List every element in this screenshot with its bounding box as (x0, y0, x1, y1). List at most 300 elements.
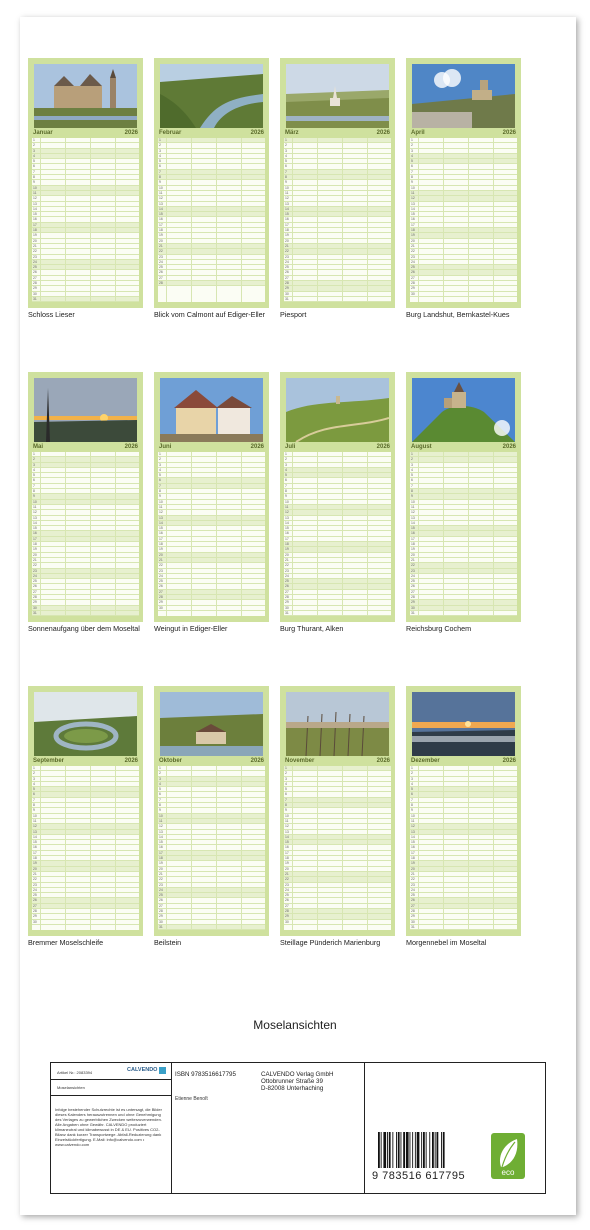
month-3 (280, 58, 395, 319)
month-year: 2026 (250, 444, 264, 450)
day-number: 24 (33, 259, 37, 264)
day-number: 18 (33, 856, 37, 861)
day-number: 30 (33, 291, 37, 296)
day-row (284, 920, 391, 925)
day-number: 8 (411, 803, 413, 808)
day-number: 8 (285, 175, 287, 180)
day-number: 2 (33, 457, 35, 462)
month-11 (280, 686, 395, 947)
day-number: 3 (285, 148, 287, 153)
day-number: 15 (159, 212, 163, 217)
day-number: 25 (159, 265, 163, 270)
month-caption: Schloss Lieser (28, 310, 75, 319)
day-number: 18 (285, 856, 289, 861)
day-grid (32, 138, 139, 302)
day-number: 22 (159, 877, 163, 882)
day-number: 1 (285, 766, 287, 770)
day-number: 19 (285, 547, 289, 552)
day-number: 28 (33, 595, 37, 600)
day-number: 26 (411, 270, 415, 275)
day-number: 2 (33, 143, 35, 148)
day-number: 17 (159, 850, 163, 855)
day-number: 29 (411, 600, 415, 605)
day-number: 16 (285, 845, 289, 850)
day-number: 18 (33, 228, 37, 233)
day-number: 2 (411, 143, 413, 148)
day-number: 9 (159, 494, 161, 499)
month-header (410, 130, 517, 138)
day-number: 24 (159, 887, 163, 892)
day-number: 10 (159, 499, 163, 504)
month-caption: Steillage Pünderich Marienburg (280, 938, 381, 947)
day-number: 4 (285, 153, 287, 158)
calvendo-logo: CALVENDO (127, 1067, 158, 1073)
day-number: 1 (285, 138, 287, 142)
day-number: 3 (285, 776, 287, 781)
month-9 (28, 686, 143, 947)
day-number: 29 (33, 286, 37, 291)
day-number: 17 (33, 536, 37, 541)
day-number: 26 (159, 270, 163, 275)
day-number: 4 (33, 153, 35, 158)
day-number: 10 (33, 499, 37, 504)
month-caption: Piesport (280, 310, 307, 319)
day-number: 20 (411, 552, 415, 557)
month-caption: Blick vom Calmont auf Ediger-Eller (154, 310, 266, 319)
day-grid (158, 452, 265, 616)
day-number: 19 (285, 861, 289, 866)
day-number: 10 (159, 813, 163, 818)
day-number: 5 (285, 787, 287, 792)
day-number: 5 (411, 787, 413, 792)
day-number: 8 (159, 803, 161, 808)
day-number: 18 (411, 228, 415, 233)
month-frame (280, 686, 395, 936)
day-number: 26 (159, 584, 163, 589)
day-number: 16 (159, 217, 163, 222)
day-number: 18 (33, 542, 37, 547)
month-name: Oktober (159, 758, 183, 764)
day-number: 1 (33, 138, 35, 142)
day-number: 8 (285, 489, 287, 494)
day-number: 15 (285, 840, 289, 845)
day-number: 6 (159, 792, 161, 797)
month-frame (28, 686, 143, 936)
day-number: 14 (159, 206, 163, 211)
day-number: 19 (411, 861, 415, 866)
day-number: 25 (285, 265, 289, 270)
month-frame (280, 58, 395, 308)
day-number: 3 (159, 776, 161, 781)
day-number: 28 (33, 909, 37, 914)
day-number: 4 (159, 467, 161, 472)
day-number: 2 (159, 143, 161, 148)
day-number: 22 (411, 877, 415, 882)
day-number: 4 (411, 153, 413, 158)
day-number: 7 (411, 483, 413, 488)
day-number: 5 (33, 159, 35, 164)
month-header (284, 130, 391, 138)
day-number: 29 (159, 600, 163, 605)
month-name: September (33, 758, 65, 764)
day-number: 15 (159, 526, 163, 531)
day-number: 20 (33, 866, 37, 871)
day-grid (410, 452, 517, 616)
day-number: 17 (285, 850, 289, 855)
month-5 (28, 372, 143, 633)
day-number: 30 (285, 605, 289, 610)
day-number: 1 (411, 138, 413, 142)
month-photo (160, 64, 263, 128)
month-year: 2026 (124, 130, 138, 136)
day-number: 22 (285, 877, 289, 882)
month-frame (154, 686, 269, 936)
day-number: 26 (411, 898, 415, 903)
day-number: 20 (33, 552, 37, 557)
day-number: 26 (285, 270, 289, 275)
month-caption: Bremmer Moselschleife (28, 938, 104, 947)
day-number: 9 (159, 808, 161, 813)
day-number: 2 (285, 143, 287, 148)
month-photo (34, 64, 137, 128)
day-number: 5 (285, 159, 287, 164)
day-number: 26 (159, 898, 163, 903)
day-number: 28 (411, 281, 415, 286)
day-number: 31 (285, 610, 289, 615)
day-number: 7 (33, 483, 35, 488)
day-number: 14 (285, 520, 289, 525)
day-number: 21 (285, 243, 289, 248)
day-number: 13 (411, 201, 415, 206)
day-number: 14 (411, 206, 415, 211)
day-number: 21 (285, 871, 289, 876)
month-name: April (411, 130, 425, 136)
footer-box (50, 1062, 546, 1194)
day-number: 21 (411, 243, 415, 248)
day-number: 8 (411, 175, 413, 180)
day-number: 23 (33, 254, 37, 259)
day-number: 25 (285, 893, 289, 898)
day-number: 28 (285, 595, 289, 600)
day-number: 16 (159, 845, 163, 850)
day-number: 4 (285, 467, 287, 472)
day-number: 22 (159, 249, 163, 254)
day-number: 23 (285, 568, 289, 573)
day-number: 13 (33, 829, 37, 834)
day-number: 11 (411, 504, 415, 509)
day-number: 13 (159, 201, 163, 206)
day-number: 14 (33, 834, 37, 839)
month-12 (406, 686, 521, 947)
day-number: 26 (285, 898, 289, 903)
day-number: 27 (33, 589, 37, 594)
day-number: 30 (411, 291, 415, 296)
day-number: 24 (411, 887, 415, 892)
day-number: 6 (33, 164, 35, 169)
month-year: 2026 (502, 130, 516, 136)
month-caption: Sonnenaufgang über dem Moseltal (28, 624, 140, 633)
day-number: 19 (159, 861, 163, 866)
day-row (158, 281, 265, 286)
month-name: Dezember (411, 758, 440, 764)
month-year: 2026 (376, 444, 390, 450)
day-number: 25 (33, 893, 37, 898)
day-number: 27 (159, 903, 163, 908)
day-number: 31 (411, 924, 415, 929)
month-header (158, 444, 265, 452)
day-number: 15 (33, 526, 37, 531)
day-number: 5 (159, 159, 161, 164)
month-photo (412, 692, 515, 756)
day-number: 17 (411, 850, 415, 855)
company-city: D-82008 Unterhaching (261, 1085, 324, 1092)
day-number: 23 (159, 254, 163, 259)
day-number: 25 (285, 579, 289, 584)
day-number: 29 (159, 914, 163, 919)
month-year: 2026 (124, 444, 138, 450)
month-caption: Weingut in Ediger-Eller (154, 624, 228, 633)
day-number: 1 (285, 452, 287, 456)
day-number: 15 (285, 212, 289, 217)
day-number: 12 (411, 510, 415, 515)
day-number: 21 (159, 243, 163, 248)
day-number: 10 (285, 813, 289, 818)
day-number: 31 (33, 610, 37, 615)
day-number: 20 (285, 552, 289, 557)
day-number: 17 (285, 222, 289, 227)
day-grid (284, 452, 391, 616)
day-number: 7 (33, 797, 35, 802)
day-number: 27 (285, 275, 289, 280)
barcode (378, 1132, 468, 1168)
day-number: 5 (285, 473, 287, 478)
day-number: 3 (159, 462, 161, 467)
day-number: 5 (159, 473, 161, 478)
day-row (158, 925, 265, 930)
day-number: 24 (159, 573, 163, 578)
day-number: 8 (411, 489, 413, 494)
day-number: 18 (159, 856, 163, 861)
day-number: 16 (159, 531, 163, 536)
day-number: 30 (411, 919, 415, 924)
day-number: 20 (285, 866, 289, 871)
day-number: 17 (411, 536, 415, 541)
day-number: 30 (33, 919, 37, 924)
day-number: 8 (285, 803, 287, 808)
day-number: 13 (33, 515, 37, 520)
month-photo (286, 692, 389, 756)
day-number: 24 (159, 259, 163, 264)
calvendo-logo-mark-icon (159, 1067, 166, 1074)
day-number: 10 (411, 499, 415, 504)
day-number: 24 (285, 259, 289, 264)
day-number: 7 (285, 797, 287, 802)
calendar-title: Moselansichten (253, 1018, 337, 1032)
day-number: 12 (411, 824, 415, 829)
day-number: 24 (33, 573, 37, 578)
day-number: 12 (159, 196, 163, 201)
day-number: 14 (159, 520, 163, 525)
day-number: 5 (411, 159, 413, 164)
month-name: Juni (159, 444, 172, 450)
day-number: 30 (285, 291, 289, 296)
month-caption: Burg Thurant, Alken (280, 624, 344, 633)
day-number: 1 (411, 452, 413, 456)
day-number: 28 (285, 281, 289, 286)
day-number: 23 (411, 254, 415, 259)
day-number: 30 (159, 605, 163, 610)
day-grid (158, 766, 265, 930)
day-number: 9 (285, 180, 287, 185)
day-number: 30 (33, 605, 37, 610)
day-number: 29 (285, 600, 289, 605)
day-number: 8 (33, 489, 35, 494)
day-number: 14 (33, 520, 37, 525)
day-number: 11 (411, 190, 415, 195)
day-number: 16 (285, 531, 289, 536)
day-row (410, 611, 517, 616)
day-number: 3 (159, 148, 161, 153)
day-number: 21 (159, 557, 163, 562)
month-year: 2026 (124, 758, 138, 764)
day-number: 28 (159, 909, 163, 914)
day-number: 27 (411, 589, 415, 594)
footer-col-info (51, 1063, 172, 1193)
day-number: 18 (159, 228, 163, 233)
day-number: 10 (285, 499, 289, 504)
month-10 (154, 686, 269, 947)
day-number: 28 (33, 281, 37, 286)
author: Etienne Benoît (175, 1096, 208, 1102)
day-number: 28 (159, 595, 163, 600)
month-8 (406, 372, 521, 633)
isbn: ISBN 9783516617795 (175, 1071, 236, 1078)
day-number: 12 (33, 510, 37, 515)
day-number: 2 (33, 771, 35, 776)
month-photo (412, 64, 515, 128)
day-number: 31 (411, 610, 415, 615)
day-number: 21 (285, 557, 289, 562)
month-header (284, 444, 391, 452)
day-number: 7 (159, 797, 161, 802)
day-number: 21 (33, 243, 37, 248)
day-row (410, 292, 517, 297)
day-number: 12 (411, 196, 415, 201)
day-number: 11 (411, 818, 415, 823)
day-number: 4 (285, 781, 287, 786)
barcode-digits: 9 783516 617795 (372, 1170, 466, 1182)
eco-label: eco (501, 1168, 515, 1177)
day-number: 20 (411, 238, 415, 243)
day-number: 24 (411, 573, 415, 578)
month-header (410, 758, 517, 766)
day-number: 27 (285, 589, 289, 594)
day-number: 1 (159, 766, 161, 770)
day-number: 27 (159, 589, 163, 594)
eco-badge (491, 1133, 525, 1179)
day-number: 15 (33, 212, 37, 217)
company-street: Ottobrunner Straße 39 (261, 1078, 323, 1085)
day-number: 31 (159, 924, 163, 929)
month-frame (406, 372, 521, 622)
month-year: 2026 (376, 130, 390, 136)
day-number: 21 (33, 871, 37, 876)
day-number: 22 (159, 563, 163, 568)
day-number: 22 (411, 563, 415, 568)
day-number: 7 (285, 169, 287, 174)
article-number: Artikel Nr.: 2083394 (57, 1070, 93, 1075)
day-number: 17 (411, 222, 415, 227)
day-number: 20 (285, 238, 289, 243)
month-frame (28, 372, 143, 622)
day-number: 13 (285, 201, 289, 206)
day-number: 27 (285, 903, 289, 908)
day-number: 2 (411, 771, 413, 776)
day-number: 29 (33, 600, 37, 605)
day-number: 14 (411, 520, 415, 525)
day-grid (284, 766, 391, 930)
day-number: 15 (411, 526, 415, 531)
day-number: 13 (411, 515, 415, 520)
day-number: 13 (33, 201, 37, 206)
day-number: 6 (159, 164, 161, 169)
day-number: 22 (411, 249, 415, 254)
day-number: 17 (159, 536, 163, 541)
legal-text: Infolge bestehender Schutzrechte ist es untersagt, die Bilder dieses Kalenders herauszutrennen und ohne Genehmigung des Verlages zu gewerblichen Zwecken weiterzuverwenden. Alle Angaben ohne Gewähr. CALVENDO produziert klimaneutral und klimabewusst in DE & EU. Positives CO2-Bilanz dank kurzer Transportwege. Abfall-Reduzierung dank Einzelstückfertigung. E-Mail: info@calvendo.com • www.calvendo.com (55, 1107, 162, 1147)
day-number: 11 (33, 818, 37, 823)
day-number: 15 (33, 840, 37, 845)
day-row (284, 297, 391, 302)
day-number: 23 (159, 882, 163, 887)
product-name: Moselansichten (57, 1085, 85, 1090)
day-number: 10 (33, 813, 37, 818)
day-number: 22 (285, 249, 289, 254)
day-number: 24 (33, 887, 37, 892)
day-number: 12 (285, 196, 289, 201)
day-number: 21 (411, 871, 415, 876)
day-number: 26 (411, 584, 415, 589)
day-row (410, 925, 517, 930)
day-number: 4 (33, 467, 35, 472)
day-number: 16 (411, 531, 415, 536)
day-number: 1 (33, 452, 35, 456)
month-name: August (411, 444, 432, 450)
month-photo (286, 378, 389, 442)
day-number: 22 (33, 563, 37, 568)
day-number: 16 (411, 217, 415, 222)
day-number: 12 (159, 510, 163, 515)
day-number: 26 (285, 584, 289, 589)
day-number: 8 (33, 803, 35, 808)
day-number: 4 (411, 781, 413, 786)
month-caption: Beilstein (154, 938, 182, 947)
day-number: 3 (33, 148, 35, 153)
day-number: 4 (411, 467, 413, 472)
month-header (158, 130, 265, 138)
month-photo (286, 64, 389, 128)
day-number: 6 (285, 164, 287, 169)
month-photo (34, 692, 137, 756)
day-number: 10 (33, 185, 37, 190)
day-grid (284, 138, 391, 302)
month-name: Mai (33, 444, 44, 450)
day-number: 13 (159, 829, 163, 834)
day-number: 20 (159, 238, 163, 243)
day-number: 3 (411, 148, 413, 153)
day-number: 28 (411, 595, 415, 600)
day-grid (32, 452, 139, 616)
day-number: 26 (33, 898, 37, 903)
